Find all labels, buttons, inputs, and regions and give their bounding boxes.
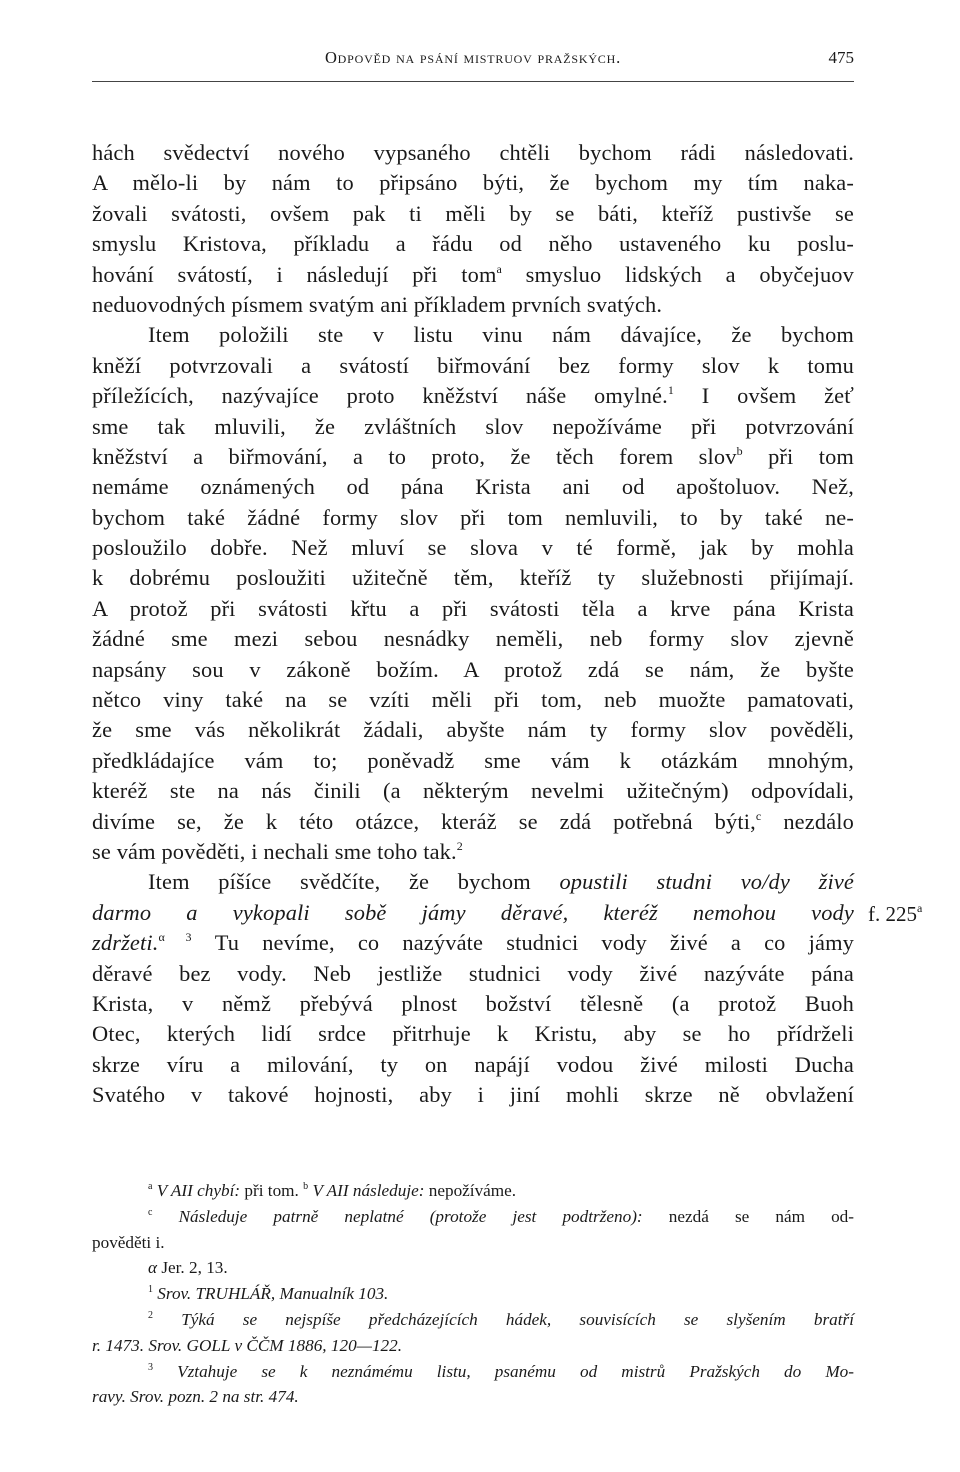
- text-line: děravé bez vody. Neb jestliže studnici vody živé nazýváte pána: [92, 960, 854, 986]
- text-line: kněží potvrzovali a svátostí biřmování bez formy slov k tomu: [92, 352, 854, 378]
- footnote-ref: a: [496, 261, 502, 276]
- text-line: darmo a vykopali sobě jámy děravé, kteréž nemohou vody: [92, 899, 854, 925]
- text-line: A protož při svátosti křtu a při svátosti těla a krve pána Krista: [92, 595, 854, 621]
- text-line: A mělo-li by nám to připsáno býti, že bychom my tím naka-: [92, 170, 854, 196]
- footnote: $^3$ Vztahuje se k neznámému listu, psanému od mistrů Pražských do Mo-: [148, 1361, 854, 1381]
- text-line: že sme vás několikrát žádali, abyšte nám ty formy slov pověděli,: [92, 717, 854, 743]
- running-head: [92, 48, 854, 74]
- text-line: skrze víru a milování, ty on napájí vodou živé milosti Ducha: [92, 1051, 854, 1077]
- footnote: r. 1473. Srov. GOLL v ČČM 1886, 120—122.: [92, 1335, 403, 1355]
- footnote-ref: α 3: [158, 930, 192, 945]
- text-line: zdržeti.$^{\alpha 3}$ Tu nevíme, co nazýváte studnici vody živé a co jámy: [92, 930, 854, 956]
- text-line: sme tak mluvili, že zvláštních slov nepožíváme při potvrzování: [92, 413, 854, 439]
- footnote: $^1$ Srov. TRUHLÁŘ, Manualník 103.: [148, 1284, 389, 1304]
- text-line: kněžství a biřmování, a to proto, že těch forem slov$^b$ při tom: [92, 443, 854, 469]
- text-line: Svatého v takové hojnosti, aby i jiní mohli skrze ně obvlažení: [92, 1082, 854, 1108]
- text-line: předkládajíce vám to; poněvadž sme vám k otázkám mnohým,: [92, 747, 854, 773]
- text-line: žovali svátosti, ovšem pak ti měli by se báti, kteříž pustivše se: [92, 200, 854, 226]
- footnote-ref: 1: [667, 383, 675, 398]
- text-line: Krista, v němž přebývá plnost božství tělesně (a protož Buoh: [92, 990, 854, 1016]
- page-number: 475: [828, 48, 854, 67]
- footnote: α Jer. 2, 13.: [148, 1258, 228, 1278]
- footnote: ravy. Srov. pozn. 2 na str. 474.: [92, 1387, 299, 1407]
- footnote-ref: b: [736, 443, 743, 458]
- footnote-ref: 2: [456, 838, 463, 853]
- text-line: nemáme oznámených od pána Krista ani od apoštoluov. Než,: [92, 474, 854, 500]
- text-line: posloužilo dobře. Než mluví se slova v té formě, jak by mohla: [92, 535, 854, 561]
- folio-margin-note: f. 225$^a$: [868, 901, 923, 926]
- running-title: Odpověd na psání mistruov pražských.: [324, 48, 622, 67]
- text-line: neduovodných písmem svatým ani příkladem prvních svatých.: [92, 291, 663, 317]
- header-rule: [92, 81, 854, 82]
- footnote-ref: c: [755, 808, 762, 823]
- footnote: pověděti i.: [92, 1232, 165, 1252]
- text-line: příležících, nazývajíce proto kněžství náše omylné.$^1$ I ovšem žeť: [92, 383, 854, 409]
- text-line: k dobrému posloužiti užitečně těm, kteříž ty služebnosti přijímají.: [92, 565, 854, 591]
- text-line: hování svátostí, i následují při tom$^a$ smysluo lidských a obyčejuov: [92, 261, 854, 287]
- main-text: [92, 138, 854, 1111]
- quotation: opustili studni vo/dy živé: [559, 869, 855, 895]
- text-line: napsány sou v zákoně božím. A protož zdá se nám, že byšte: [92, 656, 854, 682]
- text-line: hách svědectví nového vypsaného chtěli bychom rádi následovati.: [92, 140, 854, 165]
- text-line: Otec, kterých lidí srdce přitrhuje k Kristu, aby se ho přídrželi: [92, 1021, 854, 1047]
- text-line: bychom také žádné formy slov při tom nemluvili, to by také ne-: [92, 504, 854, 530]
- text-line: nětco viny také na se vzíti měli při tom, neb muožte pamatovati,: [92, 687, 854, 713]
- footnote: $^c$ Následuje patrně neplatné (protože jest podtrženo): nezdá se nám od-: [148, 1206, 854, 1226]
- footnotes: [92, 1178, 854, 1410]
- text-line: Item položili ste v listu vinu nám dávajíce, že bychom: [148, 322, 854, 348]
- text-line: kteréž ste na nás činili (a některým nevelmi užitečným) odpovídali,: [92, 778, 854, 804]
- text-line: se vám pověděti, i nechali sme toho tak.$^2$: [92, 838, 463, 864]
- text-line: Item píšíce svědčíte, že bychom opustili studni vo/dy živé: [148, 869, 855, 895]
- footnote: $^2$ Týká se nejspíše předcházejících hádek, souvisících se slyšením bratří: [148, 1309, 854, 1329]
- text-line: divíme se, že k této otázce, kteráž se zdá potřebná býti,$^c$ nezdálo: [92, 808, 854, 834]
- text-line: smyslu Kristova, příkladu a řádu od něho ustaveného ku poslu-: [92, 231, 854, 257]
- footnote: $^a$ V AII chybí: při tom. $^b$ V AII následuje: nepožíváme.: [148, 1181, 517, 1200]
- text-line: žádné sme mezi sebou nesnádky neměli, neb formy slov zjevně: [92, 626, 854, 652]
